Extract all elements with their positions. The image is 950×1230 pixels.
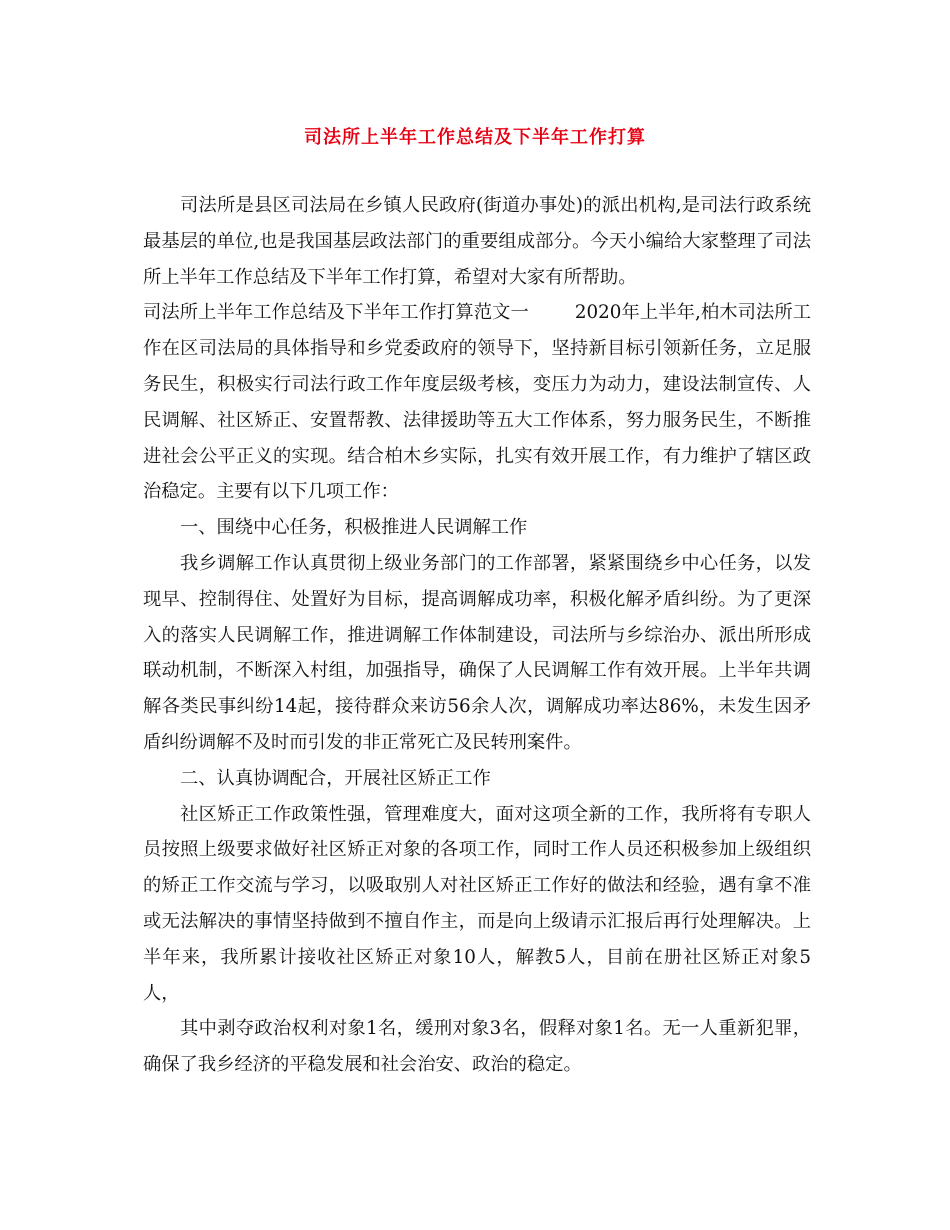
section2-details-paragraph: 其中剥夺政治权利对象1名，缓刑对象3名，假释对象1名。无一人重新犯罪，确保了我乡经济的平稳发展和社会治安、政治的稳定。 xyxy=(143,1018,811,1076)
section2-paragraph: 社区矫正工作政策性强，管理难度大，面对这项全新的工作，我所将有专职人员按照上级要求做好社区矫正对象的各项工作，同时工作人员还积极参加上级组织的矫正工作交流与学习，以吸取别人对社区矫正工作好的做法和经验，遇有拿不准或无法解决的事情坚持做到不擅自作主，而是向上级请示汇报后再行处理解决。上半年来，我所累计接收社区矫正对象10人，解教5人，目前在册社区矫正对象5人， xyxy=(143,803,811,1004)
sample-opening: 2020年上半年,柏木司法所工作在区司法局的具体指导和乡党委政府的领导下，坚持新目标引领新任务，立足服务民生，积极实行司法行政工作年度层级考核，变压力为动力，建设法制宣传、人民调解、社区矫正、安置帮教、法律援助等五大工作体系，努力服务民生，不断推进社会公平正义的实现。结合柏木乡实际，扎实有效开展工作，有力维护了辖区政治稳定。主要有以下几项工作： xyxy=(143,302,812,503)
sample-heading: 司法所上半年工作总结及下半年工作打算范文一 xyxy=(143,302,529,324)
intro-paragraph: 司法所是县区司法局在乡镇人民政府(街道办事处)的派出机构,是司法行政系统最基层的单位,也是我国基层政法部门的重要组成部分。今天小编给大家整理了司法所上半年工作总结及下半年工作打算，希望对大家有所帮助。 xyxy=(143,195,811,288)
section1-heading: 一、围绕中心任务，积极推进人民调解工作 xyxy=(180,517,528,539)
document-body xyxy=(143,188,811,1083)
sample-paragraph xyxy=(143,295,811,510)
section2-heading: 二、认真协调配合，开展社区矫正工作 xyxy=(180,767,491,789)
document-title: 司法所上半年工作总结及下半年工作打算 xyxy=(304,127,646,148)
section1-paragraph: 我乡调解工作认真贯彻上级业务部门的工作部署，紧紧围绕乡中心任务，以发现早、控制得住、处置好为目标，提高调解成功率，积极化解矛盾纠纷。为了更深入的落实人民调解工作，推进调解工作体制建设，司法所与乡综治办、派出所形成联动机制，不断深入村组，加强指导，确保了人民调解工作有效开展。上半年共调解各类民事纠纷14起，接待群众来访56余人次，调解成功率达86%，未发生因矛盾纠纷调解不及时而引发的非正常死亡及民转刑案件。 xyxy=(143,552,811,753)
